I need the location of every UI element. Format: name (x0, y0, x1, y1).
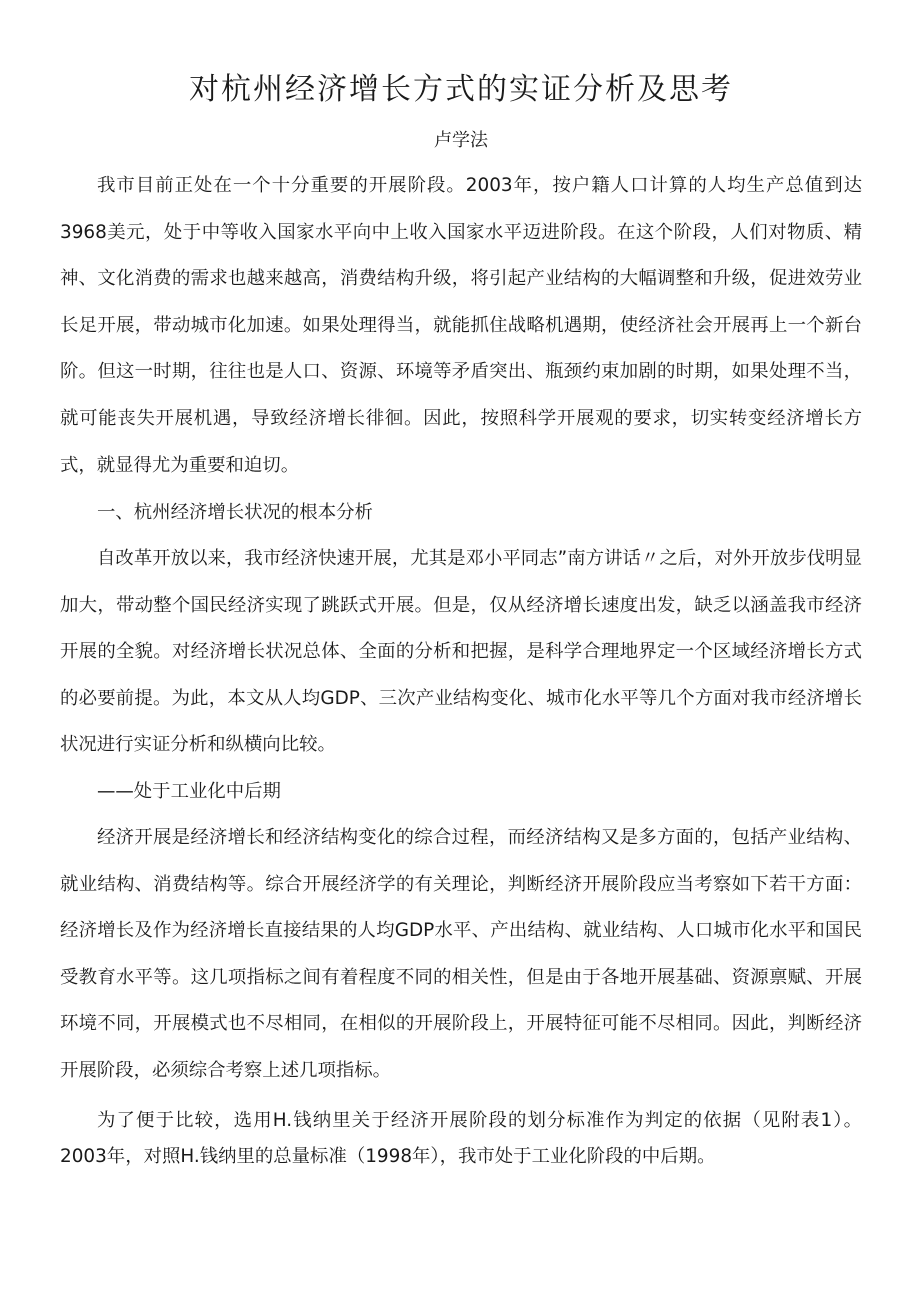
section-heading-1: 一、杭州经济增长状况的根本分析 (97, 502, 373, 523)
paragraph-reform: 自改革开放以来，我市经济快速开展，尤其是邓小平同志”南方讲话〃之后，对外开放步伐明显加大，带动整个国民经济实现了跳跃式开展。但是，仅从经济增长速度出发，缺乏以涵盖我市经济开展的全貌。对经济增长状况总体、全面的分析和把握，是科学合理地界定一个区域经济增长方式的必要前提。为此，本文从人均GDP、三次产业结构变化、城市化水平等几个方面对我市经济增长状况进行实证分析和纵横向比较。 (60, 548, 862, 756)
paragraph-development: 经济开展是经济增长和经济结构变化的综合过程，而经济结构又是多方面的，包括产业结构、就业结构、消费结构等。综合开展经济学的有关理论，判断经济开展阶段应当考察如下若干方面：经济增长及作为经济增长直接结果的人均GDP水平、产出结构、就业结构、人口城市化水平和国民受教育水平等。这几项指标之间有着程度不同的相关性，但是由于各地开展基础、资源禀赋、开展环境不同，开展模式也不尽相同，在相似的开展阶段上，开展特征可能不尽相同。因此，判断经济开展阶段，必须综合考察上述几项指标。 (60, 827, 862, 1081)
paragraph-comparison: 为了便于比较，选用H.钱纳里关于经济开展阶段的划分标准作为判定的依据（见附表1）。2003年，对照H.钱纳里的总量标准（1998年），我市处于工业化阶段的中后期。 (60, 1110, 862, 1167)
paragraph-intro: 我市目前正处在一个十分重要的开展阶段。2003年，按户籍人口计算的人均生产总值到达3968美元，处于中等收入国家水平向中上收入国家水平迈进阶段。在这个阶段，人们对物质、精神、文化消费的需求也越来越高，消费结构升级，将引起产业结构的大幅调整和升级，促进效劳业长足开展，带动城市化加速。如果处理得当，就能抓住战略机遇期，使经济社会开展再上一个新台阶。但这一时期，往往也是人口、资源、环境等矛盾突出、瓶颈约束加剧的时期，如果处理不当，就可能丧失开展机遇，导致经济增长徘徊。因此，按照科学开展观的要求，切实转变经济增长方式，就显得尤为重要和迫切。 (60, 175, 862, 476)
subsection-heading: ——处于工业化中后期 (97, 781, 281, 802)
document-title: 对杭州经济增长方式的实证分析及思考 (189, 72, 733, 107)
document-author: 卢学法 (434, 130, 488, 151)
